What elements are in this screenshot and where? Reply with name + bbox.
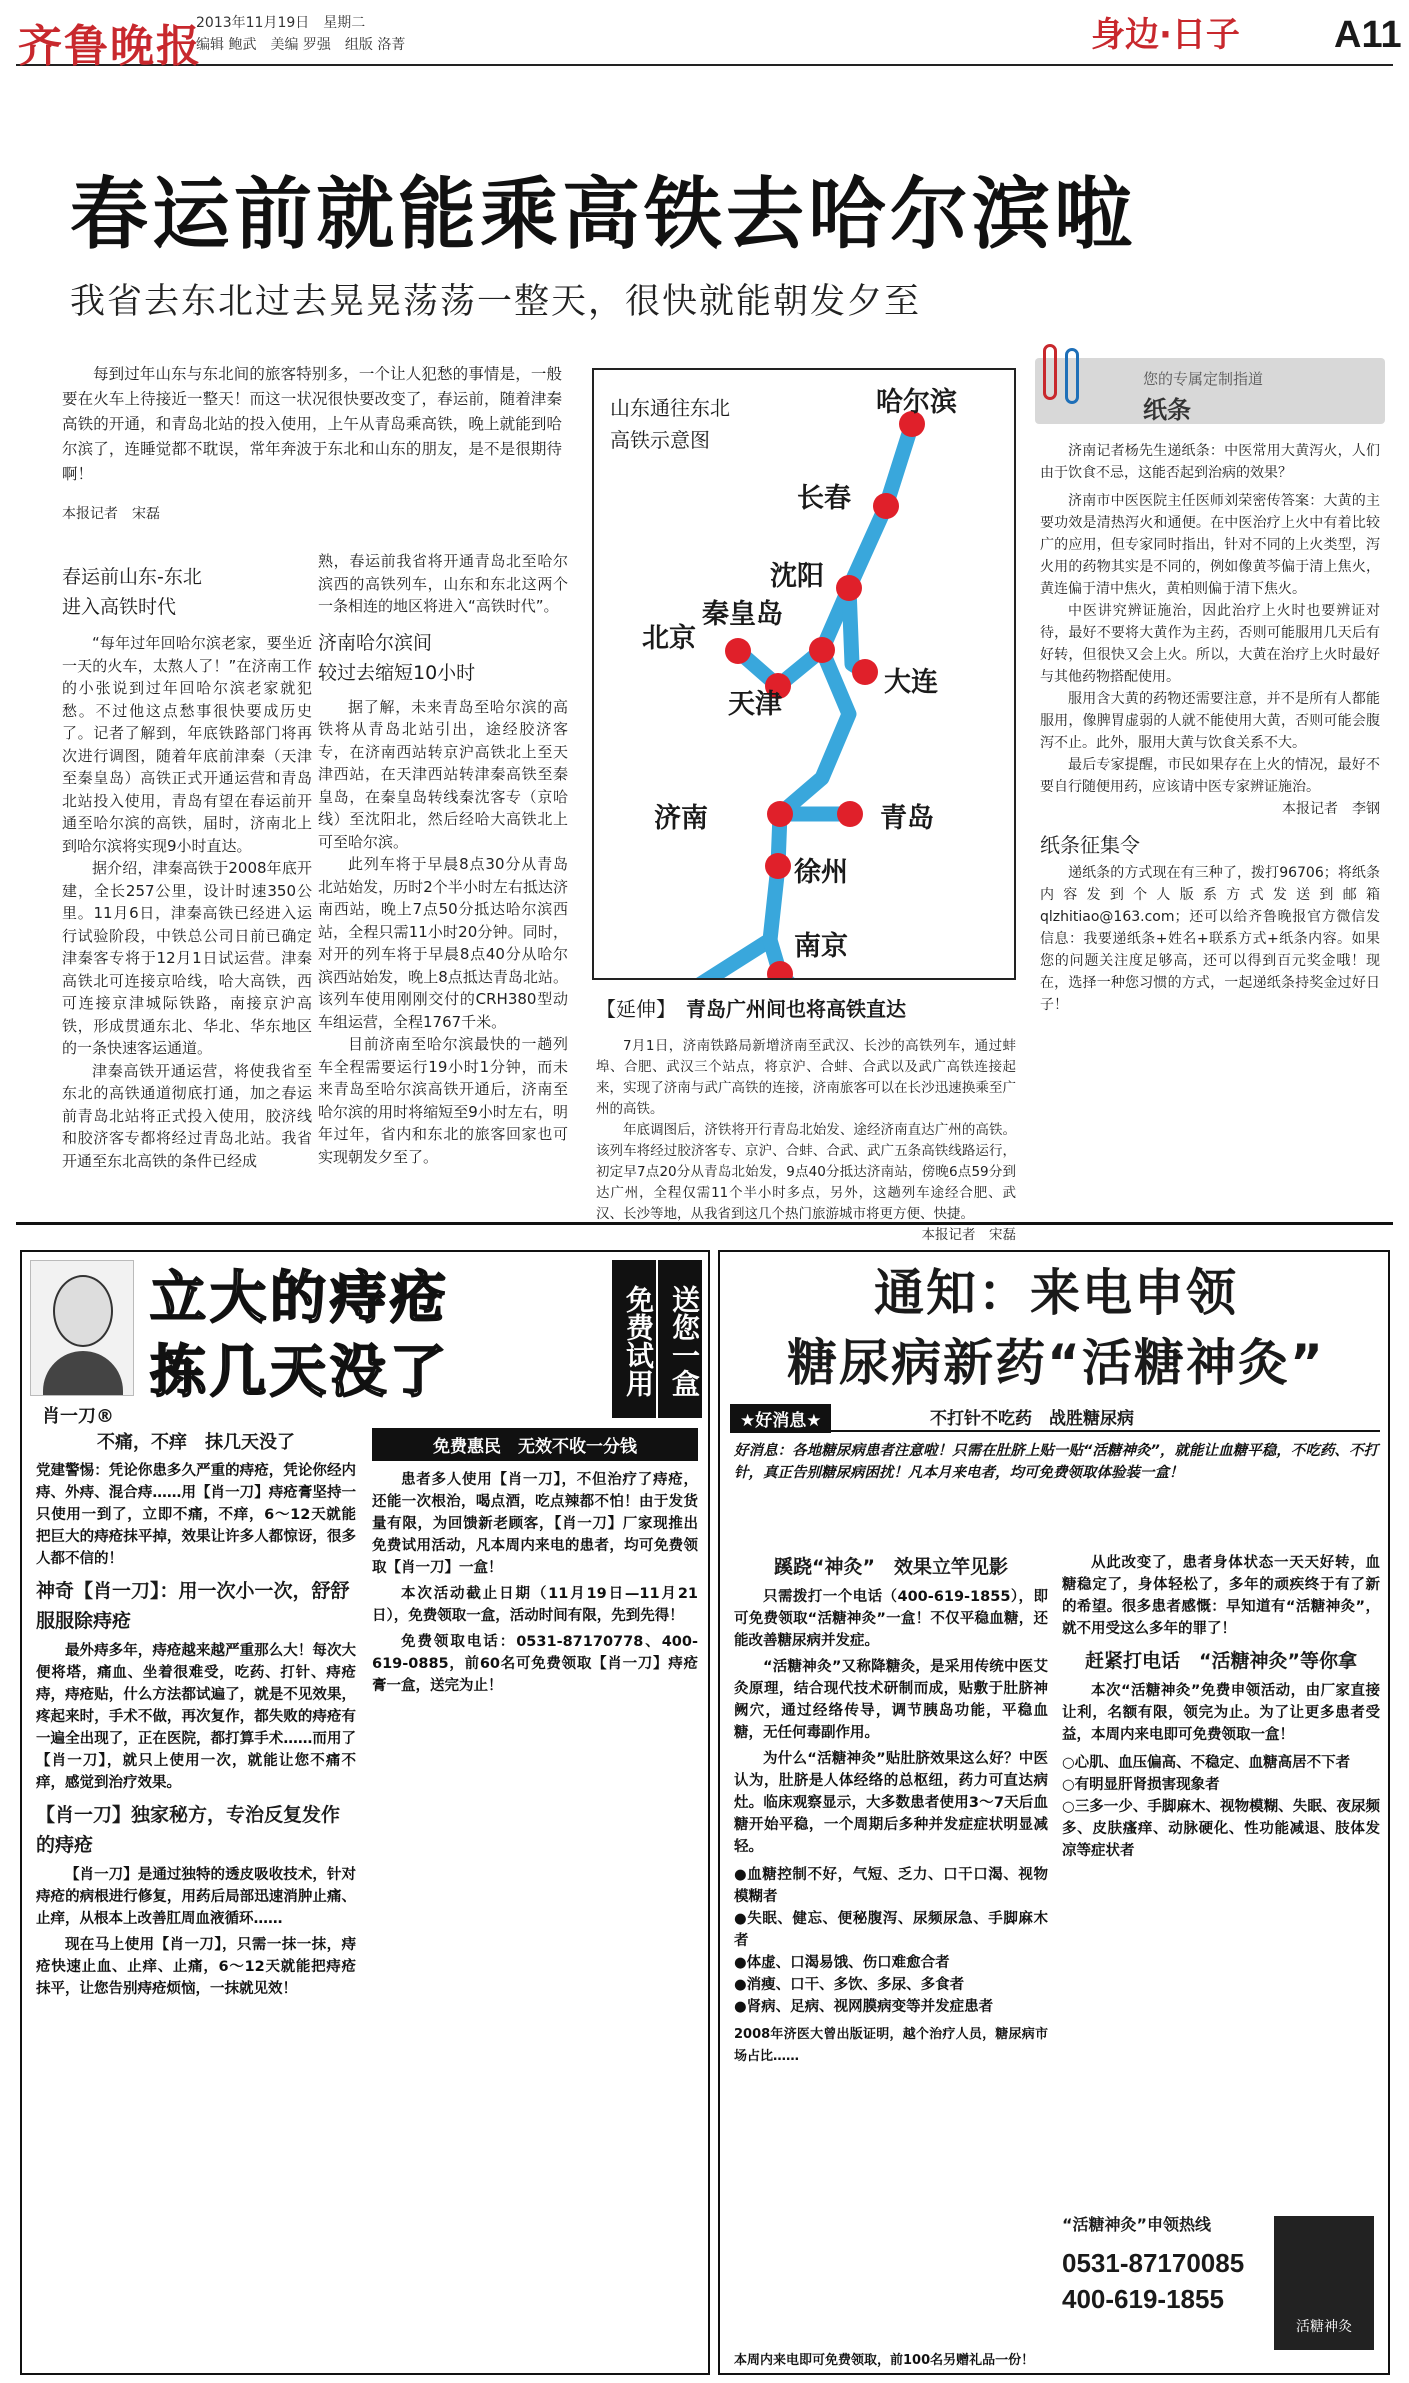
ad-left-title: 立大的痔疮 拣几天没了 bbox=[150, 1266, 450, 1405]
ad-left-phone: 免费领取电话：0531-87170778、400-619-0885，前60名可免费领取【肖一刀】痔疮膏一盒，送完为止！ bbox=[372, 1634, 698, 1694]
portrait-head-icon bbox=[53, 1275, 113, 1347]
ad-right-tagline: 不打针不吃药 战胜糖尿病 bbox=[930, 1409, 1134, 1429]
headline-title: 春运前就能乘高铁去哈尔滨啦 bbox=[70, 170, 1137, 260]
extension-body: 7月1日，济南铁路局新增济南至武汉、长沙的高铁列车，通过蚌埠、合肥、武汉三个站点，将京沪、合蚌、合武以及武广高铁连接起来，实现了济南与武广高铁的连接，济南旅客可以在长沙迅速换乘至广州的高铁。 年底调图后，济铁将开行青岛北始发、途经济南直达广州的高铁。该列车将经过胶济客专、京沪、合蚌、合武、武广五条高铁线路运行，初定早7点20分从青岛北始发，9点40分抵达济南站，傍晚6点59分到达广州，全程仅需11个半小时多点，另外，这趟列车途经合肥、武汉、长沙等地，从我省到这几个热门旅游城市将更方便、快捷。 本报记者 宋磊 bbox=[596, 1038, 1016, 1243]
section-title: 身边·日子 bbox=[1091, 15, 1240, 55]
section2-body: 据了解，未来青岛至哈尔滨的高铁将从青岛北站引出，途经胶济客专，在济南西站转京沪高铁北上至天津西站，在天津西站转津秦高铁至秦皇岛，在秦皇岛转线秦沈客专（京哈线）至沈阳北，然后经哈大高铁北上可至哈尔滨。 此列车将于早晨8点30分从青岛北站始发，历时2个半小时左右抵达济南西站，晚上7点50分抵达哈尔滨西站，全程只需11小时20分钟。同时，对开的列车将于早晨8点40分从哈尔滨西站始发，晚上8点抵达青岛北站。该列车使用刚刚交付的CRH380型动车组运营，全程1767千米。 目前济南至哈尔滨最快的一趟列车全程需要运行19小时1分钟，而未来青岛至哈尔滨高铁开通后，济南至哈尔滨的用时将缩短至9小时左右，明年过年，省内和东北的旅客回家也可实现朝发夕至了。 bbox=[318, 697, 568, 1166]
map-title: 山东通往东北 高铁示意图 bbox=[610, 396, 730, 452]
promo-banner: 免费惠民 无效不收一分钱 bbox=[372, 1428, 698, 1461]
ad-right-title: 通知：来电申领 糖尿病新药“活糖神灸” bbox=[787, 1264, 1325, 1392]
paperclip-icon bbox=[1065, 348, 1079, 404]
hotline-phone-2: 400-619-1855 bbox=[1062, 2284, 1224, 2314]
ad-right-col2: 从此改变了，患者身体状态一天天好转，血糖稳定了，身体轻松了，多年的顽疾终于有了新的希望。很多患者感慨：早知道有“活糖神灸”，就不用受这么多年的罪了！ 赶紧打电话 “活糖神灸”等你拿 本次“活糖神灸”免费申领活动，由厂家直接让利，名额有限，领完为止。为了让更多患者受益，本周内来电即可免费领取一盒！ ○心肌、血压偏高、不稳定、血糖高居不下者 ○有明显肝肾损害现象者 ○三多一少、手脚麻木、视物模糊、失眠、夜尿频多、皮肤瘙痒、动脉硬化、性功能减退、肢体发凉等症状者 bbox=[1062, 1555, 1380, 1859]
ad-left bbox=[20, 1250, 710, 2375]
section2-heading: 济南哈尔滨间 较过去缩短10小时 bbox=[318, 631, 476, 684]
avatar bbox=[30, 1260, 134, 1396]
map-label-nanjing: 南京 bbox=[794, 931, 848, 962]
map-label-qinhuangdao: 秦皇岛 bbox=[702, 599, 783, 630]
product-box-image: 活糖神灸 bbox=[1274, 2216, 1374, 2350]
map-label-shenyang: 沈阳 bbox=[770, 561, 824, 592]
map-label-jinan: 济南 bbox=[654, 803, 708, 834]
masthead bbox=[16, 8, 1402, 72]
newspaper-logo: 齐鲁晚报 bbox=[18, 21, 202, 72]
extension bbox=[596, 994, 1016, 1246]
ad-left-heading2: 【肖一刀】独家秘方，专治反复发作的痔疮 bbox=[36, 1804, 341, 1856]
map-dot-dalian bbox=[852, 659, 878, 685]
page-number: A11 bbox=[1334, 14, 1402, 56]
map-label-changchun: 长春 bbox=[797, 483, 851, 514]
section1 bbox=[62, 562, 312, 1172]
portrait-body-icon bbox=[43, 1351, 123, 1395]
map-label-dalian: 大连 bbox=[884, 667, 938, 698]
collect-body: 递纸条的方式现在有三种了，拨打96706；将纸条内容发到个人版系方式发送到邮箱qlzhitiao@163.com；还可以给齐鲁晚报官方微信发信息：我要递纸条+姓名+联系方式+纸条内容。如果您的问题关注度足够高，还可以得到百元奖金哦！现在，选择一种您习惯的方式，一起递纸条持奖金过好日子！ bbox=[1040, 865, 1380, 1013]
headline-subtitle: 我省去东北过去晃晃荡荡一整天，很快就能朝发夕至 bbox=[70, 282, 922, 322]
map-dot-shenyang bbox=[836, 575, 862, 601]
map-dot-tianjin bbox=[809, 637, 835, 663]
map-label-tianjin: 天津 bbox=[728, 689, 782, 720]
divider bbox=[16, 1222, 1393, 1225]
lead-paragraph: 每到过年山东与东北间的旅客特别多，一个让人犯愁的事情是，一般要在火车上待接近一整天！而这一状况很快要改变了，春运前，随着津秦高铁的开通，和青岛北站的投入使用，上午从青岛乘高铁，晚上就能到哈尔滨了，连睡觉都不耽误，常年奔波于东北和山东的朋友，是不是很期待啊！ bbox=[62, 365, 562, 483]
note-header-small: 您的专属定制指道 bbox=[1143, 370, 1264, 388]
editor-credits: 编辑 鲍武 美编 罗强 组版 洛菁 bbox=[196, 37, 406, 53]
ad-left-col2: 免费惠民 无效不收一分钱 患者多人使用【肖一刀】，不但治疗了痔疮，还能一次根治，喝点酒，吃点辣都不怕！由于发货量有限，为回馈新老顾客，【肖一刀】厂家现推出免费试用活动，凡本周内来电的患者，均可免费领取【肖一刀】一盒！ 本次活动截止日期（11月19日—11月21日），免费领取一盒，活动时间有限，先到先得！ 免费领取电话：0531-87170778、400-619-0885，前60名可免费领取【肖一刀】痔疮膏一盒，送完为止！ bbox=[372, 1428, 698, 1697]
section1-body: “每年过年回哈尔滨老家，要坐近一天的火车，太熬人了！”在济南工作的小张说到过年回哈尔滨老家就犯愁。不过他这点愁事很快要成历史了。记者了解到，年底铁路部门将再次进行调图，随着年底前津秦（天津至秦皇岛）高铁正式开通运营和青岛北站投入使用，青岛有望在春运前开通至哈尔滨的高铁，届时，济南北上到哈尔滨将实现9小时直达。 据介绍，津秦高铁于2008年底开建，全长257公里，设计时速350公里。11月6日，津秦高铁已经进入运行试验阶段，中铁总公司日前已确定津秦客专将于12月1日试运营。津秦高铁北可连接京哈线，哈大高铁，西可连接京津城际铁路，南接京沪高铁，形成贯通东北、华北、华东地区的一条快速客运通道。 津秦高铁开通运营，将使我省至东北的高铁通道彻底打通，加之春运前青岛北站将正式投入使用，胶济线和胶济客专都将经过青岛北站。我省开通至东北高铁的条件已经成 bbox=[62, 634, 312, 1170]
extension-title: 【延伸】 青岛广州间也将高铁直达 bbox=[596, 997, 906, 1021]
byline: 本报记者 宋磊 bbox=[62, 506, 160, 522]
hotline-label: “活糖神灸”申领热线 bbox=[1062, 2215, 1212, 2234]
ad-left-col1: 不痛，不痒 抹几天没了 党建警惕：凭论你患多久严重的痔疮，凭论你经内痔、外痔、混合痔……用【肖一刀】痔疮膏坚持一只使用一到了，立即不痛，不痒，6～12天就能把巨大的痔疮抹平掉，效果让许多人都惊讶，很多人都不信的！ 神奇【肖一刀】：用一次小一次，舒舒服服除痔疮 最外痔多年，痔疮越来越严重那么大！每次大便将塔，痛血、坐着很难受，吃药、打针、痔疮痔，痔疮贴，什么方法都试遍了，就是不见效果，疼起来时，手术不做，再次复作，都失败的痔疮有一遍全出现了，正在医院，都打算手术……而用了【肖一刀】，就只上使用一次，就能让您不痛不痒，感觉到治疗效果。 【肖一刀】独家秘方，专治反复发作的痔疮 【肖一刀】是通过独特的透皮吸收技术，针对痔疮的病根进行修复，用药后局部迅速消肿止痛、止痒，从根本上改善肛周血液循环…… 现在马上使用【肖一刀】，只需一抹一抹，痔疮快速止血、止痒、止痛，6～12天就能把痔疮抹平，让您告别痔疮烦恼，一抹就见效！ bbox=[36, 1432, 356, 1997]
hotline-box bbox=[1062, 2212, 1380, 2362]
map-label-qingdao: 青岛 bbox=[880, 803, 934, 834]
paperclip-icon bbox=[1043, 344, 1057, 400]
map-dot-jinan bbox=[767, 801, 793, 827]
side-tag-free-trial: 免费试用 bbox=[612, 1260, 656, 1418]
section2-continuation: 熟，春运前我省将开通青岛北至哈尔滨西的高铁列车，山东和东北这两个一条相连的地区将进入“高铁时代”。 bbox=[318, 552, 568, 615]
map-dot-qingdao bbox=[837, 801, 863, 827]
map-dot-changchun bbox=[873, 493, 899, 519]
ad-right-intro: 好消息：各地糖尿病患者注意啦！只需在肚脐上贴一贴“活糖神灸”，就能让血糖平稳，不吃药、不打针，真正告别糖尿病困扰！凡本月来电者，均可免费领取体验装一盒！ bbox=[734, 1443, 1378, 1481]
ad-right-heading2: 赶紧打电话 “活糖神灸”等你拿 bbox=[1085, 1650, 1357, 1672]
ad-left-heading1: 神奇【肖一刀】：用一次小一次，舒舒服服除痔疮 bbox=[36, 1580, 350, 1632]
map-label-harbin: 哈尔滨 bbox=[876, 387, 957, 418]
note-header-title: 纸条 bbox=[1143, 396, 1191, 424]
map-dot-xuzhou bbox=[765, 853, 791, 879]
note-header bbox=[1035, 358, 1385, 424]
ad-right-footer: 本周内来电即可免费领取，前100名另赠礼品一份！ bbox=[734, 2353, 1035, 2368]
map-dot-beijing bbox=[725, 638, 751, 664]
collect-title: 纸条征集令 bbox=[1040, 833, 1140, 857]
map-label-beijing: 北京 bbox=[642, 623, 696, 654]
ad-right bbox=[718, 1250, 1390, 2375]
good-news-tag: ★好消息★ bbox=[730, 1404, 831, 1433]
section1-heading: 春运前山东-东北 进入高铁时代 bbox=[62, 566, 202, 618]
hotline-phone-1: 0531-87170085 bbox=[1062, 2248, 1245, 2278]
map-label-xuzhou: 徐州 bbox=[794, 857, 848, 888]
tag-row bbox=[730, 1404, 1380, 1432]
product-name: 肖一刀® bbox=[42, 1406, 114, 1427]
ad-right-heading1: 蹊跷“神灸” 效果立竿见影 bbox=[774, 1556, 1008, 1578]
note-body: 济南记者杨先生递纸条：中医常用大黄泻火，人们由于饮食不忌，这能否起到治病的效果？ 济南市中医医院主任医师刘荣密传答案：大黄的主要功效是清热泻火和通便。在中医治疗上火中有着比较广的应用，但专家同时指出，针对不同的上火类型，泻火用的药物其实是不同的，例如像黄芩偏于清上焦火，黄连偏于清中焦火，黄柏则偏于清下焦火。 中医讲究辨证施治，因此治疗上火时也要辨证对待，最好不要将大黄作为主药，否则可能服用几天后有好转，但很快又会上火。所以，大黄在治疗上火时最好与其他药物搭配使用。 服用含大黄的药物还需要注意，并不是所有人都能服用，像脾胃虚弱的人就不能使用大黄，否则可能会腹泻不止。此外，服用大黄与饮食关系不大。 最后专家提醒，市民如果存在上火的情况，最好不要自行随便用药，应该请中医专家辨证施治。 本报记者 李钢 纸条征集令 递纸条的方式现在有三种了，拨打96706；将纸条内容发到个人版系方式发送到邮箱qlzhitiao@163.com；还可以给齐鲁晚报官方微信发信息：我要递纸条+姓名+联系方式+纸条内容。如果您的问题关注度足够高，还可以得到百元奖金哦！现在，选择一种您习惯的方式，一起递纸条持奖金过好日子！ bbox=[1040, 440, 1380, 1016]
issue-date: 2013年11月19日 星期二 bbox=[196, 15, 366, 31]
ad-right-col1: 蹊跷“神灸” 效果立竿见影 只需拨打一个电话（400-619-1855），即可免费领取“活糖神灸”一盒！不仅平稳血糖，还能改善糖尿病并发症。 “活糖神灸”又称降糖灸，是采用传统中医艾灸原理，结合现代技术研制而成，贴敷于肚脐神阙穴，通过经络传导，调节胰岛功能，平稳血糖，无任何毒副作用。 为什么“活糖神灸”贴肚脐效果这么好？中医认为，肚脐是人体经络的总枢纽，药力可直达病灶。临床观察显示，大多数患者使用3～7天后血糖开始平稳，一个周期后多种并发症症状明显减轻。 ●血糖控制不好，气短、乏力、口干口渴、视物模糊者 ●失眠、健忘、便秘腹泻、尿频尿急、手脚麻木者 ●体虚、口渴易饿、伤口难愈合者 ●消瘦、口干、多饮、多尿、多食者 ●肾病、足病、视网膜病变等并发症患者 2008年济医大曾出版证明，越个治疗人员，糖尿病市场占比…… bbox=[734, 1552, 1048, 2068]
side-tag-gift-box: 送您一盒 bbox=[658, 1260, 702, 1418]
rail-map bbox=[592, 368, 1016, 980]
section2 bbox=[318, 550, 568, 1168]
